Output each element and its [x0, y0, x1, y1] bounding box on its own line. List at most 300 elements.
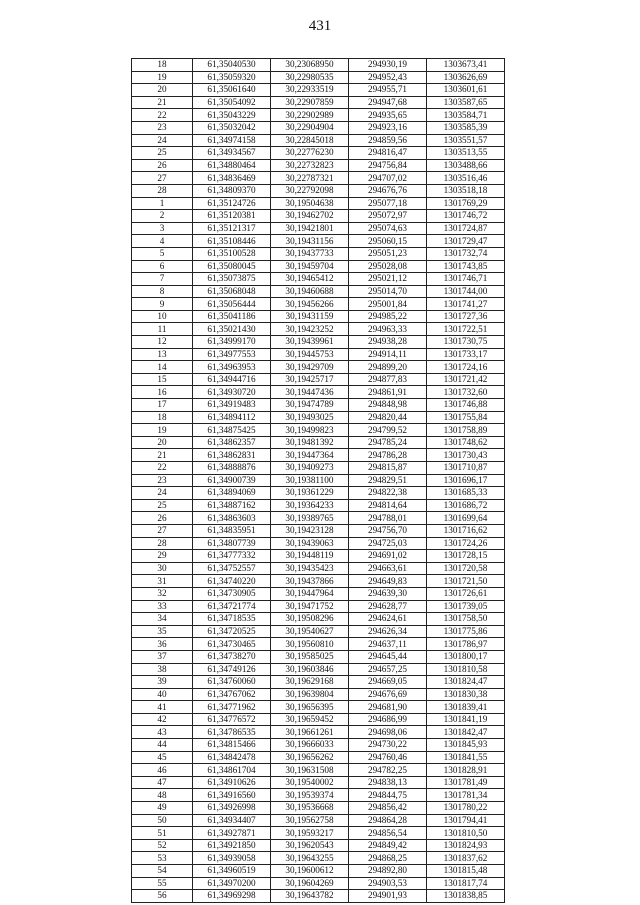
- y-coordinate-cell: 1303551,57: [427, 134, 505, 147]
- y-coordinate-cell: 1301769,29: [427, 197, 505, 210]
- longitude-cell: 30,19437866: [271, 575, 349, 588]
- table-row: [132, 109, 505, 122]
- point-number-cell: 7: [132, 273, 193, 286]
- y-coordinate-cell: 1301758,50: [427, 613, 505, 626]
- y-coordinate-cell: 1301841,55: [427, 751, 505, 764]
- longitude-cell: 30,22787321: [271, 172, 349, 185]
- y-coordinate-cell: 1303673,41: [427, 59, 505, 72]
- longitude-cell: 30,22792098: [271, 184, 349, 197]
- y-coordinate-cell: 1301743,85: [427, 260, 505, 273]
- latitude-cell: 61,35040530: [193, 59, 271, 72]
- x-coordinate-cell: 294899,20: [349, 361, 427, 374]
- x-coordinate-cell: 294669,05: [349, 676, 427, 689]
- x-coordinate-cell: 294930,19: [349, 59, 427, 72]
- point-number-cell: 56: [132, 890, 193, 903]
- latitude-cell: 61,35059320: [193, 71, 271, 84]
- x-coordinate-cell: 295077,18: [349, 197, 427, 210]
- latitude-cell: 61,35041186: [193, 310, 271, 323]
- table-row: [132, 562, 505, 575]
- y-coordinate-cell: 1301842,47: [427, 726, 505, 739]
- point-number-cell: 47: [132, 776, 193, 789]
- latitude-cell: 61,34720525: [193, 625, 271, 638]
- x-coordinate-cell: 295028,08: [349, 260, 427, 273]
- x-coordinate-cell: 294691,02: [349, 550, 427, 563]
- point-number-cell: 18: [132, 411, 193, 424]
- y-coordinate-cell: 1301817,74: [427, 877, 505, 890]
- point-number-cell: 20: [132, 436, 193, 449]
- latitude-cell: 61,34934567: [193, 147, 271, 160]
- y-coordinate-cell: 1303626,69: [427, 71, 505, 84]
- x-coordinate-cell: 294955,71: [349, 84, 427, 97]
- longitude-cell: 30,22902989: [271, 109, 349, 122]
- table-row: [132, 814, 505, 827]
- table-row: [132, 247, 505, 260]
- point-number-cell: 19: [132, 424, 193, 437]
- longitude-cell: 30,22732823: [271, 159, 349, 172]
- table-row: [132, 386, 505, 399]
- x-coordinate-cell: 295060,15: [349, 235, 427, 248]
- longitude-cell: 30,22845018: [271, 134, 349, 147]
- latitude-cell: 61,35032042: [193, 121, 271, 134]
- longitude-cell: 30,19508296: [271, 613, 349, 626]
- x-coordinate-cell: 294628,77: [349, 600, 427, 613]
- longitude-cell: 30,19445753: [271, 348, 349, 361]
- y-coordinate-cell: 1301815,48: [427, 865, 505, 878]
- table-row: [132, 726, 505, 739]
- y-coordinate-cell: 1301729,47: [427, 235, 505, 248]
- table-row: [132, 323, 505, 336]
- point-number-cell: 40: [132, 688, 193, 701]
- point-number-cell: 17: [132, 399, 193, 412]
- point-number-cell: 37: [132, 650, 193, 663]
- longitude-cell: 30,19459704: [271, 260, 349, 273]
- longitude-cell: 30,22776230: [271, 147, 349, 160]
- x-coordinate-cell: 294868,25: [349, 852, 427, 865]
- latitude-cell: 61,34887162: [193, 499, 271, 512]
- point-number-cell: 8: [132, 285, 193, 298]
- latitude-cell: 61,34927871: [193, 827, 271, 840]
- latitude-cell: 61,34916560: [193, 789, 271, 802]
- table-row: [132, 713, 505, 726]
- latitude-cell: 61,34738270: [193, 650, 271, 663]
- y-coordinate-cell: 1301845,93: [427, 739, 505, 752]
- x-coordinate-cell: 294657,25: [349, 663, 427, 676]
- latitude-cell: 61,35080045: [193, 260, 271, 273]
- x-coordinate-cell: 294786,28: [349, 449, 427, 462]
- x-coordinate-cell: 294730,22: [349, 739, 427, 752]
- x-coordinate-cell: 295001,84: [349, 298, 427, 311]
- point-number-cell: 55: [132, 877, 193, 890]
- point-number-cell: 45: [132, 751, 193, 764]
- table-row: [132, 285, 505, 298]
- y-coordinate-cell: 1301724,16: [427, 361, 505, 374]
- longitude-cell: 30,19643782: [271, 890, 349, 903]
- longitude-cell: 30,19493025: [271, 411, 349, 424]
- point-number-cell: 43: [132, 726, 193, 739]
- longitude-cell: 30,19361229: [271, 487, 349, 500]
- x-coordinate-cell: 294947,68: [349, 96, 427, 109]
- point-number-cell: 38: [132, 663, 193, 676]
- longitude-cell: 30,19364233: [271, 499, 349, 512]
- point-number-cell: 21: [132, 449, 193, 462]
- x-coordinate-cell: 294822,38: [349, 487, 427, 500]
- longitude-cell: 30,19447436: [271, 386, 349, 399]
- longitude-cell: 30,19456266: [271, 298, 349, 311]
- table-row: [132, 348, 505, 361]
- table-row: [132, 550, 505, 563]
- latitude-cell: 61,35108446: [193, 235, 271, 248]
- longitude-cell: 30,19631508: [271, 764, 349, 777]
- longitude-cell: 30,19462702: [271, 210, 349, 223]
- x-coordinate-cell: 294707,02: [349, 172, 427, 185]
- y-coordinate-cell: 1301775,86: [427, 625, 505, 638]
- table-row: [132, 71, 505, 84]
- latitude-cell: 61,35100528: [193, 247, 271, 260]
- point-number-cell: 14: [132, 361, 193, 374]
- point-number-cell: 22: [132, 109, 193, 122]
- point-number-cell: 51: [132, 827, 193, 840]
- x-coordinate-cell: 294952,43: [349, 71, 427, 84]
- longitude-cell: 30,19389765: [271, 512, 349, 525]
- table-row: [132, 121, 505, 134]
- longitude-cell: 30,19620543: [271, 839, 349, 852]
- y-coordinate-cell: 1303488,66: [427, 159, 505, 172]
- y-coordinate-cell: 1301724,87: [427, 222, 505, 235]
- table-row: [132, 474, 505, 487]
- longitude-cell: 30,19465412: [271, 273, 349, 286]
- y-coordinate-cell: 1301730,43: [427, 449, 505, 462]
- latitude-cell: 61,34970200: [193, 877, 271, 890]
- table-row: [132, 839, 505, 852]
- y-coordinate-cell: 1301710,87: [427, 462, 505, 475]
- y-coordinate-cell: 1301800,17: [427, 650, 505, 663]
- point-number-cell: 25: [132, 499, 193, 512]
- x-coordinate-cell: 294864,28: [349, 814, 427, 827]
- y-coordinate-cell: 1301837,62: [427, 852, 505, 865]
- table-row: [132, 134, 505, 147]
- y-coordinate-cell: 1301685,33: [427, 487, 505, 500]
- table-row: [132, 587, 505, 600]
- point-number-cell: 4: [132, 235, 193, 248]
- y-coordinate-cell: 1301721,42: [427, 373, 505, 386]
- latitude-cell: 61,35068048: [193, 285, 271, 298]
- latitude-cell: 61,34977553: [193, 348, 271, 361]
- latitude-cell: 61,34960519: [193, 865, 271, 878]
- x-coordinate-cell: 294725,03: [349, 537, 427, 550]
- y-coordinate-cell: 1301786,97: [427, 638, 505, 651]
- point-number-cell: 48: [132, 789, 193, 802]
- longitude-cell: 30,19666033: [271, 739, 349, 752]
- longitude-cell: 30,19539374: [271, 789, 349, 802]
- latitude-cell: 61,34921850: [193, 839, 271, 852]
- point-number-cell: 32: [132, 587, 193, 600]
- x-coordinate-cell: 294645,44: [349, 650, 427, 663]
- x-coordinate-cell: 294923,16: [349, 121, 427, 134]
- point-number-cell: 27: [132, 524, 193, 537]
- latitude-cell: 61,35043229: [193, 109, 271, 122]
- y-coordinate-cell: 1301780,22: [427, 802, 505, 815]
- latitude-cell: 61,34875425: [193, 424, 271, 437]
- x-coordinate-cell: 294663,61: [349, 562, 427, 575]
- point-number-cell: 36: [132, 638, 193, 651]
- y-coordinate-cell: 1301828,91: [427, 764, 505, 777]
- table-row: [132, 159, 505, 172]
- latitude-cell: 61,34999170: [193, 336, 271, 349]
- table-row: [132, 764, 505, 777]
- point-number-cell: 16: [132, 386, 193, 399]
- x-coordinate-cell: 294849,42: [349, 839, 427, 852]
- y-coordinate-cell: 1301739,05: [427, 600, 505, 613]
- latitude-cell: 61,34771962: [193, 701, 271, 714]
- y-coordinate-cell: 1301824,47: [427, 676, 505, 689]
- table-row: [132, 600, 505, 613]
- longitude-cell: 30,22980535: [271, 71, 349, 84]
- point-number-cell: 50: [132, 814, 193, 827]
- x-coordinate-cell: 294856,54: [349, 827, 427, 840]
- table-row: [132, 273, 505, 286]
- latitude-cell: 61,34809370: [193, 184, 271, 197]
- coordinates-table-body: [132, 59, 505, 903]
- longitude-cell: 30,19437733: [271, 247, 349, 260]
- x-coordinate-cell: 294844,75: [349, 789, 427, 802]
- latitude-cell: 61,34842478: [193, 751, 271, 764]
- x-coordinate-cell: 294624,61: [349, 613, 427, 626]
- point-number-cell: 26: [132, 159, 193, 172]
- x-coordinate-cell: 294901,93: [349, 890, 427, 903]
- y-coordinate-cell: 1301732,60: [427, 386, 505, 399]
- latitude-cell: 61,34740220: [193, 575, 271, 588]
- table-row: [132, 399, 505, 412]
- point-number-cell: 53: [132, 852, 193, 865]
- x-coordinate-cell: 294639,30: [349, 587, 427, 600]
- table-row: [132, 877, 505, 890]
- y-coordinate-cell: 1301732,74: [427, 247, 505, 260]
- table-row: [132, 650, 505, 663]
- longitude-cell: 30,19499823: [271, 424, 349, 437]
- longitude-cell: 30,23068950: [271, 59, 349, 72]
- y-coordinate-cell: 1301746,72: [427, 210, 505, 223]
- latitude-cell: 61,34835951: [193, 524, 271, 537]
- y-coordinate-cell: 1301733,17: [427, 348, 505, 361]
- latitude-cell: 61,34880464: [193, 159, 271, 172]
- y-coordinate-cell: 1301830,38: [427, 688, 505, 701]
- y-coordinate-cell: 1301755,84: [427, 411, 505, 424]
- point-number-cell: 15: [132, 373, 193, 386]
- point-number-cell: 26: [132, 512, 193, 525]
- latitude-cell: 61,34926998: [193, 802, 271, 815]
- latitude-cell: 61,34939058: [193, 852, 271, 865]
- table-row: [132, 512, 505, 525]
- y-coordinate-cell: 1301728,15: [427, 550, 505, 563]
- table-row: [132, 676, 505, 689]
- x-coordinate-cell: 294838,13: [349, 776, 427, 789]
- x-coordinate-cell: 294963,33: [349, 323, 427, 336]
- table-row: [132, 537, 505, 550]
- table-row: [132, 84, 505, 97]
- longitude-cell: 30,19661261: [271, 726, 349, 739]
- point-number-cell: 28: [132, 537, 193, 550]
- point-number-cell: 54: [132, 865, 193, 878]
- table-row: [132, 310, 505, 323]
- y-coordinate-cell: 1301781,49: [427, 776, 505, 789]
- table-row: [132, 260, 505, 273]
- latitude-cell: 61,35121317: [193, 222, 271, 235]
- y-coordinate-cell: 1303516,46: [427, 172, 505, 185]
- table-row: [132, 487, 505, 500]
- latitude-cell: 61,35061640: [193, 84, 271, 97]
- y-coordinate-cell: 1303587,65: [427, 96, 505, 109]
- x-coordinate-cell: 294676,69: [349, 688, 427, 701]
- point-number-cell: 52: [132, 839, 193, 852]
- x-coordinate-cell: 295074,63: [349, 222, 427, 235]
- x-coordinate-cell: 295021,12: [349, 273, 427, 286]
- point-number-cell: 1: [132, 197, 193, 210]
- latitude-cell: 61,34777332: [193, 550, 271, 563]
- x-coordinate-cell: 294637,11: [349, 638, 427, 651]
- point-number-cell: 49: [132, 802, 193, 815]
- table-row: [132, 184, 505, 197]
- y-coordinate-cell: 1301810,50: [427, 827, 505, 840]
- latitude-cell: 61,34862357: [193, 436, 271, 449]
- latitude-cell: 61,34730465: [193, 638, 271, 651]
- longitude-cell: 30,19481392: [271, 436, 349, 449]
- table-row: [132, 789, 505, 802]
- point-number-cell: 24: [132, 134, 193, 147]
- point-number-cell: 46: [132, 764, 193, 777]
- latitude-cell: 61,34894112: [193, 411, 271, 424]
- longitude-cell: 30,19540627: [271, 625, 349, 638]
- longitude-cell: 30,19656395: [271, 701, 349, 714]
- table-row: [132, 751, 505, 764]
- y-coordinate-cell: 1301748,62: [427, 436, 505, 449]
- latitude-cell: 61,34752557: [193, 562, 271, 575]
- y-coordinate-cell: 1301841,19: [427, 713, 505, 726]
- x-coordinate-cell: 294892,80: [349, 865, 427, 878]
- table-row: [132, 739, 505, 752]
- table-row: [132, 701, 505, 714]
- table-row: [132, 499, 505, 512]
- table-row: [132, 361, 505, 374]
- x-coordinate-cell: 295014,70: [349, 285, 427, 298]
- x-coordinate-cell: 294676,76: [349, 184, 427, 197]
- x-coordinate-cell: 294760,46: [349, 751, 427, 764]
- longitude-cell: 30,19439961: [271, 336, 349, 349]
- x-coordinate-cell: 294816,47: [349, 147, 427, 160]
- point-number-cell: 10: [132, 310, 193, 323]
- latitude-cell: 61,35124726: [193, 197, 271, 210]
- latitude-cell: 61,34786535: [193, 726, 271, 739]
- table-row: [132, 424, 505, 437]
- x-coordinate-cell: 294848,98: [349, 399, 427, 412]
- x-coordinate-cell: 294756,84: [349, 159, 427, 172]
- x-coordinate-cell: 294782,25: [349, 764, 427, 777]
- latitude-cell: 61,34718535: [193, 613, 271, 626]
- longitude-cell: 30,19423252: [271, 323, 349, 336]
- latitude-cell: 61,34900739: [193, 474, 271, 487]
- x-coordinate-cell: 294903,53: [349, 877, 427, 890]
- longitude-cell: 30,19460688: [271, 285, 349, 298]
- latitude-cell: 61,35073875: [193, 273, 271, 286]
- point-number-cell: 25: [132, 147, 193, 160]
- y-coordinate-cell: 1301794,41: [427, 814, 505, 827]
- longitude-cell: 30,19431156: [271, 235, 349, 248]
- y-coordinate-cell: 1301824,93: [427, 839, 505, 852]
- x-coordinate-cell: 294626,34: [349, 625, 427, 638]
- point-number-cell: 33: [132, 600, 193, 613]
- longitude-cell: 30,19600612: [271, 865, 349, 878]
- point-number-cell: 44: [132, 739, 193, 752]
- y-coordinate-cell: 1301696,17: [427, 474, 505, 487]
- x-coordinate-cell: 294814,64: [349, 499, 427, 512]
- longitude-cell: 30,22904904: [271, 121, 349, 134]
- longitude-cell: 30,19421801: [271, 222, 349, 235]
- x-coordinate-cell: 294698,06: [349, 726, 427, 739]
- y-coordinate-cell: 1301744,00: [427, 285, 505, 298]
- y-coordinate-cell: 1303584,71: [427, 109, 505, 122]
- point-number-cell: 29: [132, 550, 193, 563]
- longitude-cell: 30,19536668: [271, 802, 349, 815]
- table-row: [132, 96, 505, 109]
- x-coordinate-cell: 294856,42: [349, 802, 427, 815]
- x-coordinate-cell: 294935,65: [349, 109, 427, 122]
- table-row: [132, 373, 505, 386]
- table-row: [132, 688, 505, 701]
- y-coordinate-cell: 1301699,64: [427, 512, 505, 525]
- longitude-cell: 30,19504638: [271, 197, 349, 210]
- point-number-cell: 34: [132, 613, 193, 626]
- y-coordinate-cell: 1301720,58: [427, 562, 505, 575]
- point-number-cell: 5: [132, 247, 193, 260]
- y-coordinate-cell: 1301727,36: [427, 310, 505, 323]
- point-number-cell: 6: [132, 260, 193, 273]
- page-number: 431: [308, 18, 332, 34]
- coordinates-table: [131, 58, 505, 903]
- latitude-cell: 61,34930720: [193, 386, 271, 399]
- x-coordinate-cell: 294985,22: [349, 310, 427, 323]
- latitude-cell: 61,34974158: [193, 134, 271, 147]
- point-number-cell: 12: [132, 336, 193, 349]
- point-number-cell: 27: [132, 172, 193, 185]
- table-row: [132, 411, 505, 424]
- table-row: [132, 222, 505, 235]
- table-row: [132, 663, 505, 676]
- y-coordinate-cell: 1301721,50: [427, 575, 505, 588]
- table-row: [132, 890, 505, 903]
- point-number-cell: 9: [132, 298, 193, 311]
- x-coordinate-cell: 294681,90: [349, 701, 427, 714]
- longitude-cell: 30,19471752: [271, 600, 349, 613]
- latitude-cell: 61,34919483: [193, 399, 271, 412]
- point-number-cell: 18: [132, 59, 193, 72]
- longitude-cell: 30,19540002: [271, 776, 349, 789]
- y-coordinate-cell: 1301726,61: [427, 587, 505, 600]
- point-number-cell: 31: [132, 575, 193, 588]
- y-coordinate-cell: 1303601,61: [427, 84, 505, 97]
- x-coordinate-cell: 295072,97: [349, 210, 427, 223]
- table-row: [132, 575, 505, 588]
- table-row: [132, 298, 505, 311]
- table-row: [132, 776, 505, 789]
- longitude-cell: 30,19381100: [271, 474, 349, 487]
- table-row: [132, 436, 505, 449]
- longitude-cell: 30,19656262: [271, 751, 349, 764]
- point-number-cell: 41: [132, 701, 193, 714]
- longitude-cell: 30,19659452: [271, 713, 349, 726]
- point-number-cell: 23: [132, 474, 193, 487]
- x-coordinate-cell: 294829,51: [349, 474, 427, 487]
- latitude-cell: 61,34836469: [193, 172, 271, 185]
- latitude-cell: 61,34721774: [193, 600, 271, 613]
